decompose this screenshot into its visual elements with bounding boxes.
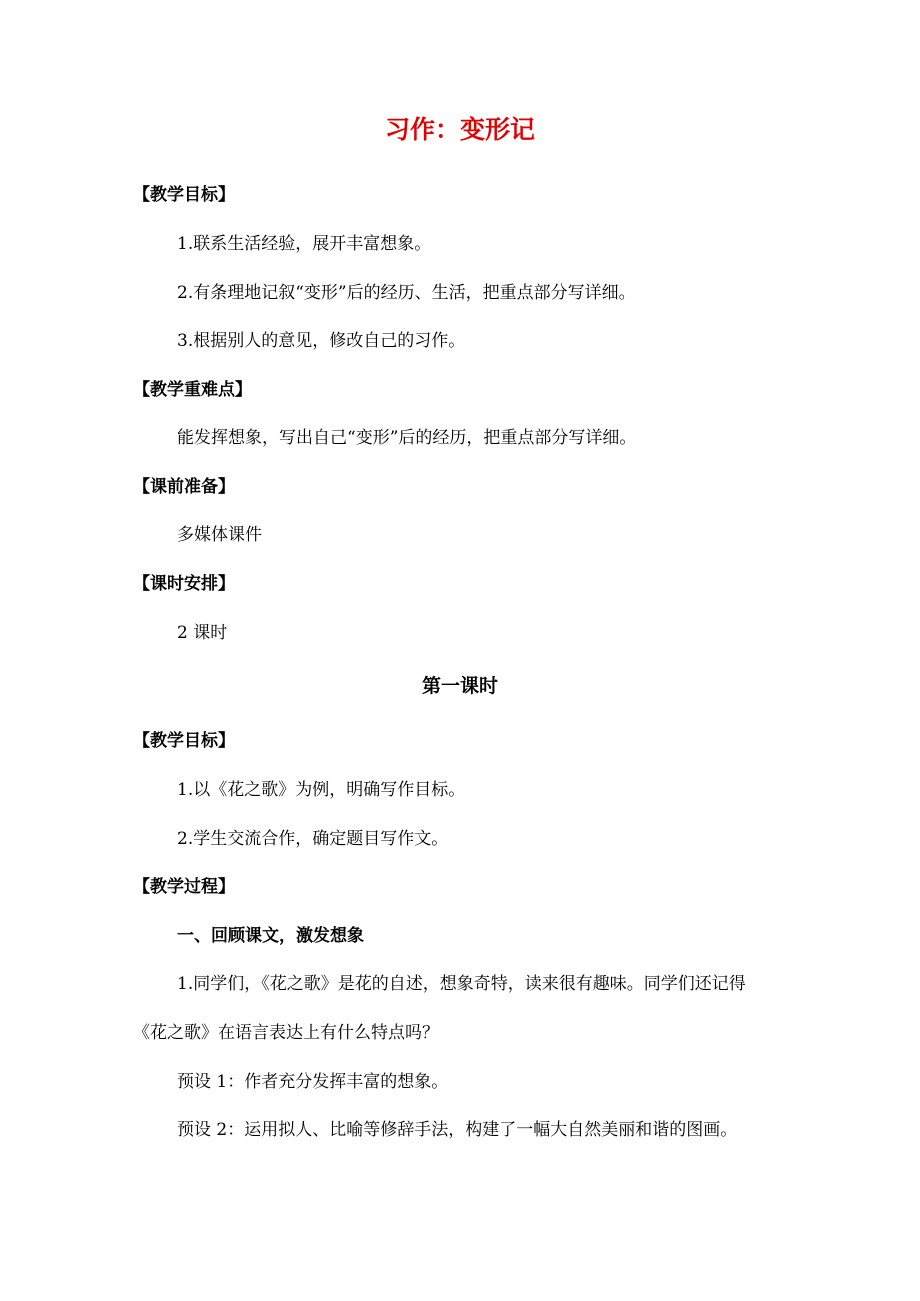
preset-answer: 预设 1：作者充分发挥丰富的想象。 [177, 1072, 449, 1092]
preset-answer: 预设 2：运用拟人、比喻等修辞手法，构建了一幅大自然美丽和谐的图画。 [177, 1120, 738, 1140]
section-heading-schedule: 【课时安排】 [133, 574, 235, 594]
document-title: 习作：变形记 [384, 115, 535, 144]
section-heading-key-points: 【教学重难点】 [133, 380, 252, 400]
step-heading: 一、回顾课文，激发想象 [177, 926, 364, 946]
preparation-text: 多媒体课件 [177, 525, 262, 545]
goal-item: 1.联系生活经验，展开丰富想象。 [177, 234, 432, 254]
lesson-goal-item: 1.以《花之歌》为例，明确写作目标。 [177, 780, 466, 800]
key-points-text: 能发挥想象，写出自己“变形”后的经历，把重点部分写详细。 [177, 428, 637, 448]
paragraph-line: 1.同学们，《花之歌》是花的自述，想象奇特，读来很有趣味。同学们还记得 [177, 974, 746, 994]
section-heading-lesson-goals: 【教学目标】 [133, 731, 235, 751]
goal-item: 3.根据别人的意见，修改自己的习作。 [177, 331, 466, 351]
section-heading-process: 【教学过程】 [133, 877, 235, 897]
section-heading-goals: 【教学目标】 [133, 185, 235, 205]
goal-item: 2.有条理地记叙“变形”后的经历、生活，把重点部分写详细。 [177, 283, 636, 303]
lesson-goal-item: 2.学生交流合作，确定题目写作文。 [177, 829, 449, 849]
schedule-text: 2 课时 [177, 623, 228, 643]
paragraph-line: 《花之歌》在语言表达上有什么特点吗？ [133, 1023, 439, 1043]
lesson-title: 第一课时 [421, 675, 498, 697]
section-heading-preparation: 【课前准备】 [133, 477, 235, 497]
